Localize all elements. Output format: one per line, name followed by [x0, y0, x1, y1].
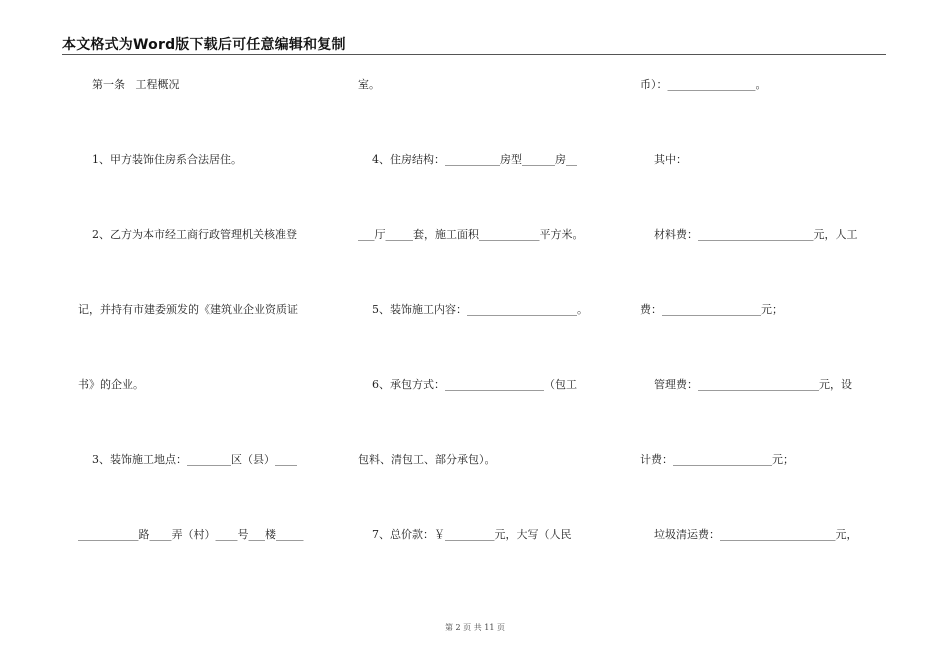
text-line: 币）：________________。: [640, 78, 767, 91]
page-number: 第 2 页 共 11 页: [445, 623, 505, 632]
text-line: 5、装饰施工内容：____________________。: [358, 303, 588, 316]
text-line: 2、乙方为本市经工商行政管理机关核准登: [78, 228, 297, 241]
text-line: 记，并持有市建委颁发的《建筑业企业资质证: [78, 303, 298, 316]
text-line: 包料、清包工、部分承包）。: [358, 453, 496, 466]
header-divider: [62, 54, 886, 55]
text-line: 计费：__________________元；: [640, 453, 794, 466]
text-line: 室。: [358, 78, 380, 91]
text-line: ___厅_____套，施工面积___________平方米。: [358, 228, 584, 241]
text-line: 垃圾清运费：_____________________元，: [640, 528, 858, 541]
document-banner: 本文格式为Word版下载后可任意编辑和复制: [62, 37, 346, 53]
text-line: 3、装饰施工地点：________区（县）____: [78, 453, 297, 466]
text-line: 1、甲方装饰住房系合法居住。: [78, 153, 242, 166]
text-line: 费：__________________元；: [640, 303, 783, 316]
text-line: 管理费：______________________元，设: [640, 378, 852, 391]
text-line: 第一条 工程概况: [78, 78, 180, 91]
text-line: 7、总价款：￥_________元，大写（人民: [358, 528, 572, 541]
text-line: 其中：: [640, 153, 687, 166]
text-line: 6、承包方式：__________________（包工: [358, 378, 577, 391]
text-line: 书》的企业。: [78, 378, 144, 391]
text-line: ___________路____弄（村）____号___楼_____: [78, 528, 304, 541]
text-line: 4、住房结构：__________房型______房__: [358, 153, 577, 166]
text-line: 材料费：_____________________元，人工: [640, 228, 858, 241]
